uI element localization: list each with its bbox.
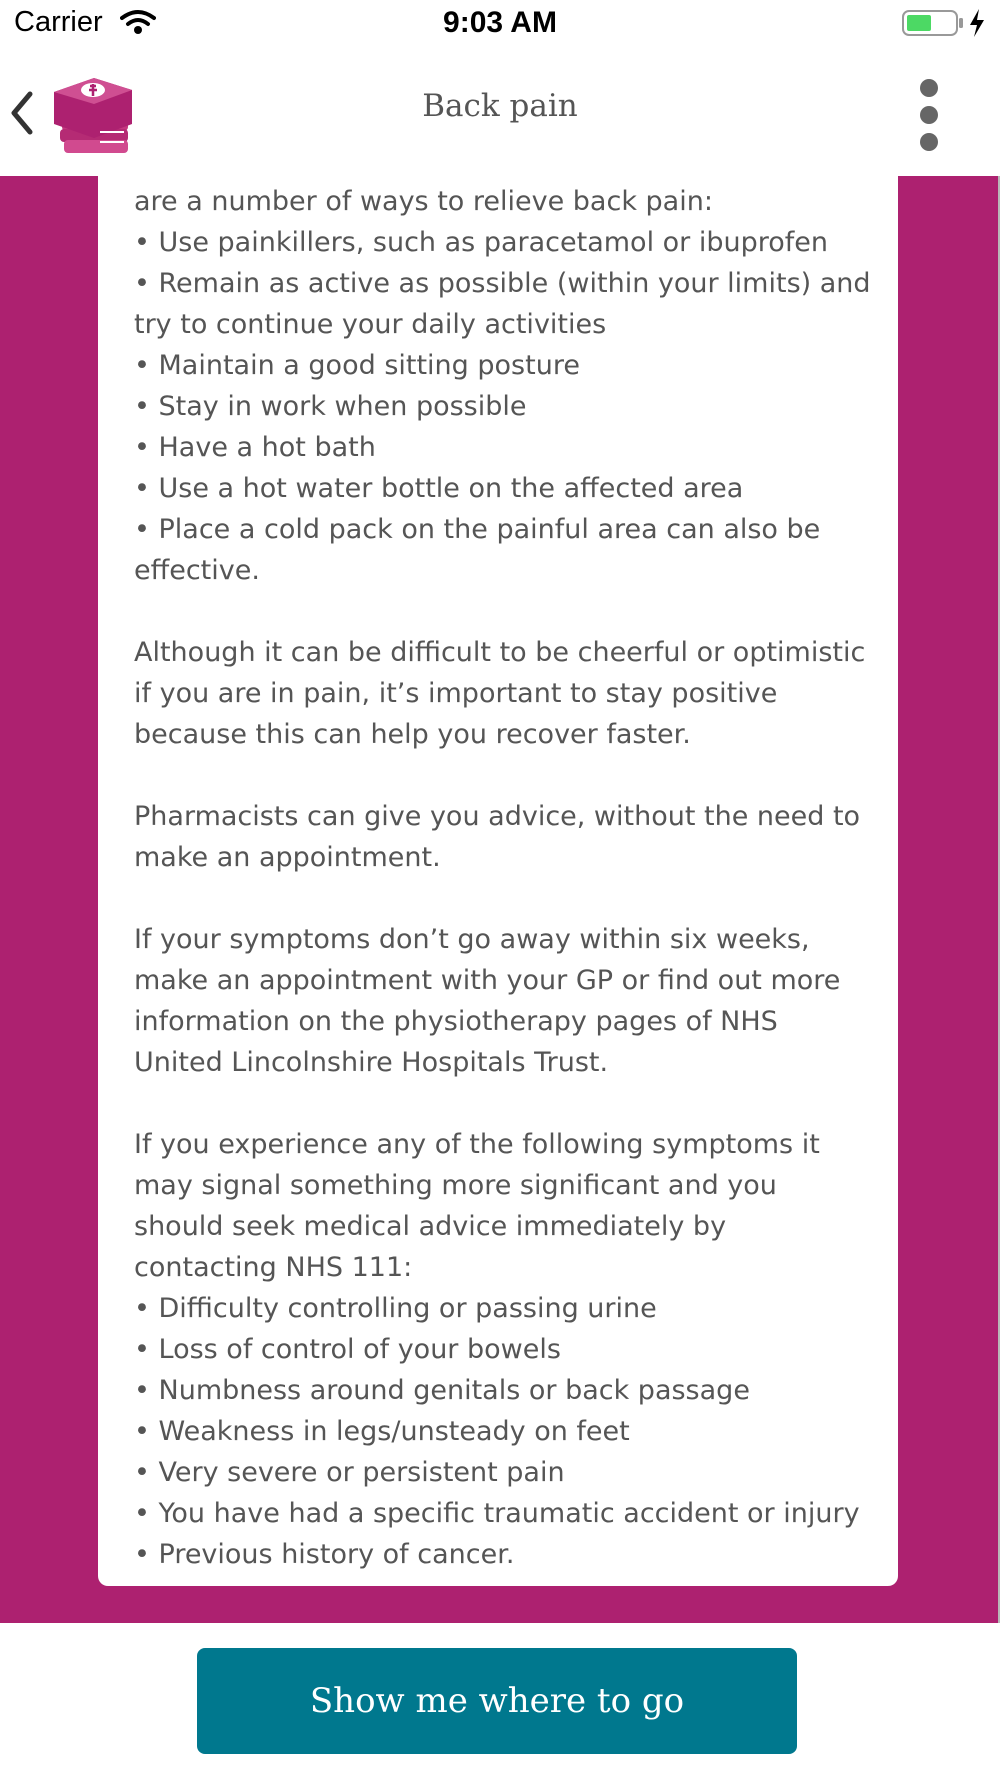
charging-icon	[968, 8, 986, 38]
bullet-item: • Loss of control of your bowels	[134, 1334, 561, 1365]
bullet-item: • Remain as active as possible (within your limits) and try to continue your daily activities	[134, 268, 871, 340]
bullet-item: • Place a cold pack on the painful area can also be effective.	[134, 514, 821, 586]
paragraph-gap	[134, 755, 874, 796]
paragraph-gap	[134, 878, 874, 919]
paragraph-gap	[134, 1083, 874, 1124]
page-title: Back pain	[422, 88, 578, 124]
bullet-item: • Previous history of cancer.	[134, 1539, 515, 1570]
status-bar	[0, 0, 1000, 46]
bullet-item: • Weakness in legs/unsteady on feet	[134, 1416, 630, 1447]
bullet-item: • Stay in work when possible	[134, 391, 527, 422]
bullet-item: • You have had a specific traumatic accident or injury	[134, 1498, 860, 1529]
bullet-item: • Maintain a good sitting posture	[134, 350, 580, 381]
article-card	[98, 176, 898, 1586]
bullet-item: • Very severe or persistent pain	[134, 1457, 565, 1488]
bullet-item: • Use a hot water bottle on the affected area	[134, 473, 744, 504]
bullet-item: • Numbness around genitals or back passage	[134, 1375, 750, 1406]
paragraph-text: are a number of ways to relieve back pain:	[134, 186, 713, 217]
show-me-where-to-go-button[interactable]: Show me where to go	[197, 1648, 797, 1754]
nav-bar	[0, 46, 1000, 176]
carrier-label: Carrier	[14, 6, 103, 38]
status-time: 9:03 AM	[443, 6, 557, 39]
paragraph-text: If you experience any of the following symptoms it may signal something more significant and you should seek medical advice immediately by contacting NHS 111:	[134, 1129, 820, 1283]
battery-icon	[902, 9, 964, 37]
article-body	[134, 181, 874, 1575]
content-area[interactable]	[0, 176, 1000, 1623]
paragraph-text: Pharmacists can give you advice, without the need to make an appointment.	[134, 801, 861, 873]
paragraph-text: If your symptoms don’t go away within six weeks, make an appointment with your GP or find out more information on the physiotherapy pages of NHS United Lincolnshire Hospitals Trust.	[134, 924, 841, 1078]
more-vertical-icon[interactable]	[906, 78, 952, 152]
paragraph-gap	[134, 591, 874, 632]
bullet-item: • Difficulty controlling or passing urine	[134, 1293, 657, 1324]
bottom-bar	[0, 1623, 1000, 1778]
bullet-item: • Use painkillers, such as paracetamol or ibuprofen	[134, 227, 828, 258]
paragraph-text: Although it can be difficult to be cheerful or optimistic if you are in pain, it’s important to stay positive because this can help you recover faster.	[134, 637, 866, 750]
bullet-item: • Have a hot bath	[134, 432, 376, 463]
